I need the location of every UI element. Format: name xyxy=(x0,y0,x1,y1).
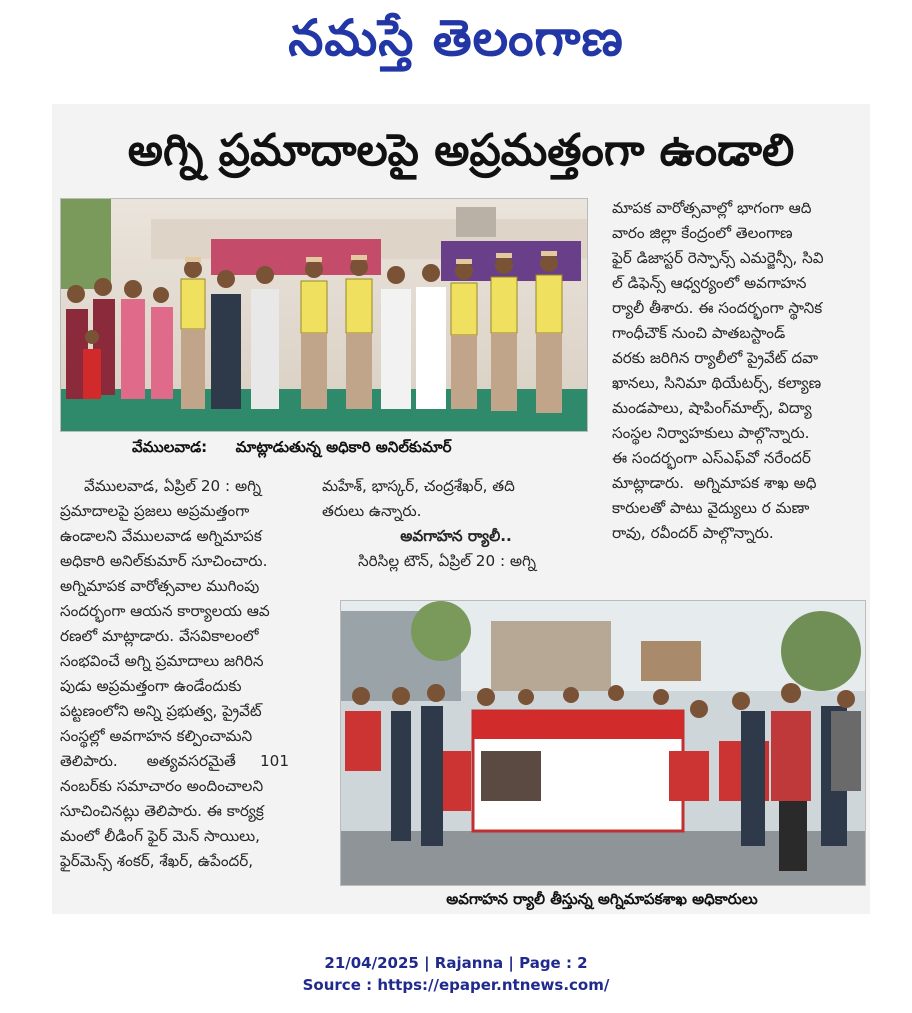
right-line: మండపాలు, షాపింగ్‌మాల్స్, విద్యా xyxy=(612,399,812,417)
right-line: మాపక వారోత్సవాల్లో భాగంగా ఆది xyxy=(612,199,812,217)
right-line: ఈ సందర్భంగా ఎస్ఎఫ్‌వో నరేందర్ xyxy=(612,449,811,467)
photo1-caption xyxy=(132,434,592,460)
left-line: వేములవాడ, ఏప్రిల్ 20 : అగ్ని xyxy=(84,477,262,495)
left-line: తెలిపారు. అత్యవసరమైతే 101 xyxy=(60,752,289,770)
right-line: గాంధీచౌక్ నుంచి పాతబస్టాండ్ xyxy=(612,324,786,342)
left-line: సందర్భంగా ఆయన కార్యాలయ ఆవ xyxy=(60,602,270,620)
photo-officials-meeting xyxy=(60,198,588,432)
footer-date-edition: 21/04/2025 | Rajanna | Page : 2 xyxy=(324,954,588,972)
right-line: మాట్లాడారు. అగ్నిమాపక శాఖ అధి xyxy=(612,474,817,492)
right-line: సంస్థల నిర్వాహకులు పాల్గొన్నారు. xyxy=(612,424,810,442)
left-line: సూచించినట్లు తెలిపారు. ఈ కార్యక్ర xyxy=(60,802,264,820)
article-middle-column xyxy=(322,474,590,584)
photo-rally-image xyxy=(341,601,865,885)
left-line: పట్టణంలోని అన్ని ప్రభుత్వ, ప్రైవేట్ xyxy=(60,702,262,720)
photo2-caption: అవగాహన ర్యాలీ తీస్తున్న అగ్నిమాపకశాఖ అధికారులు xyxy=(446,890,758,908)
photo-awareness-rally xyxy=(340,600,866,886)
left-line: అధికారి అనిల్‌కుమార్ సూచించారు. xyxy=(60,552,268,570)
footer-source-link[interactable]: Source : https://epaper.ntnews.com/ xyxy=(302,976,610,994)
left-line: మంలో లీడింగ్ ఫైర్ మెన్ సాయిలు, xyxy=(60,827,260,845)
section-subheading: అవగాహన ర్యాలీ.. xyxy=(400,527,512,545)
right-line: వరకు జరిగిన ర్యాలీలో ప్రైవేట్ దవా xyxy=(612,349,818,367)
left-line: నంబర్‌కు సమాచారం అందించాలని xyxy=(60,777,264,795)
right-line: ర్యాలీ తీశారు. ఈ సందర్భంగా స్థానిక xyxy=(612,299,823,317)
article-headline: అగ్ని ప్రమాదాలపై అప్రమత్తంగా ఉండాలి xyxy=(127,125,795,176)
left-line: ప్రమాదాలపై ప్రజలు అప్రమత్తంగా xyxy=(60,502,250,520)
left-line: రణలో మాట్లాడారు. వేసవికాలంలో xyxy=(60,627,259,645)
middle-line: సిరిసిల్ల టౌన్, ఏప్రిల్ 20 : అగ్ని xyxy=(358,552,536,570)
left-line: అగ్నిమాపక వారోత్సవాల ముగింపు xyxy=(60,577,260,595)
photo1-caption-text: మాట్లాడుతున్న అధికారి అనిల్‌కుమార్ xyxy=(235,438,452,456)
newspaper-masthead: నమస్తే తెలంగాణ xyxy=(288,8,624,67)
middle-line: తరులు ఉన్నారు. xyxy=(322,502,422,520)
right-line: ఖానలు, సినిమా థియేటర్స్, కల్యాణ xyxy=(612,374,822,392)
left-line: సంభవించే అగ్ని ప్రమాదాలు జగిరిన xyxy=(60,652,264,670)
right-line: రావు, రవీందర్ పాల్గొన్నారు. xyxy=(612,524,774,542)
article-left-column xyxy=(60,474,312,914)
right-line: కారులతో పాటు వైద్యులు ర మణా xyxy=(612,499,810,517)
left-line: ఉండాలని వేములవాడ అగ్నిమాపక xyxy=(60,527,262,545)
middle-line: మహేశ్, భాస్కర్, చంద్రశేఖర్, తది xyxy=(322,477,515,495)
right-line: ఫైర్ డిజాస్టర్ రెస్పాన్స్ ఎమర్జెన్సీ, సివి xyxy=(612,249,824,267)
photo1-caption-place: వేములవాడ: xyxy=(132,438,208,456)
article-right-column xyxy=(612,196,868,578)
left-line: పుడు అప్రమత్తంగా ఉండేందుకు xyxy=(60,677,242,695)
left-line: ఫైర్‌మెన్స్ శంకర్, శేఖర్, ఉపేందర్, xyxy=(60,852,254,870)
right-line: వారం జిల్లా కేంద్రంలో తెలంగాణ xyxy=(612,224,793,242)
photo-officials-image xyxy=(61,199,587,431)
left-line: సంస్థల్లో అవగాహన కల్పించామని xyxy=(60,727,253,745)
right-line: ల్ డిఫెన్స్ ఆధ్వర్యంలో అవగాహన xyxy=(612,274,807,292)
